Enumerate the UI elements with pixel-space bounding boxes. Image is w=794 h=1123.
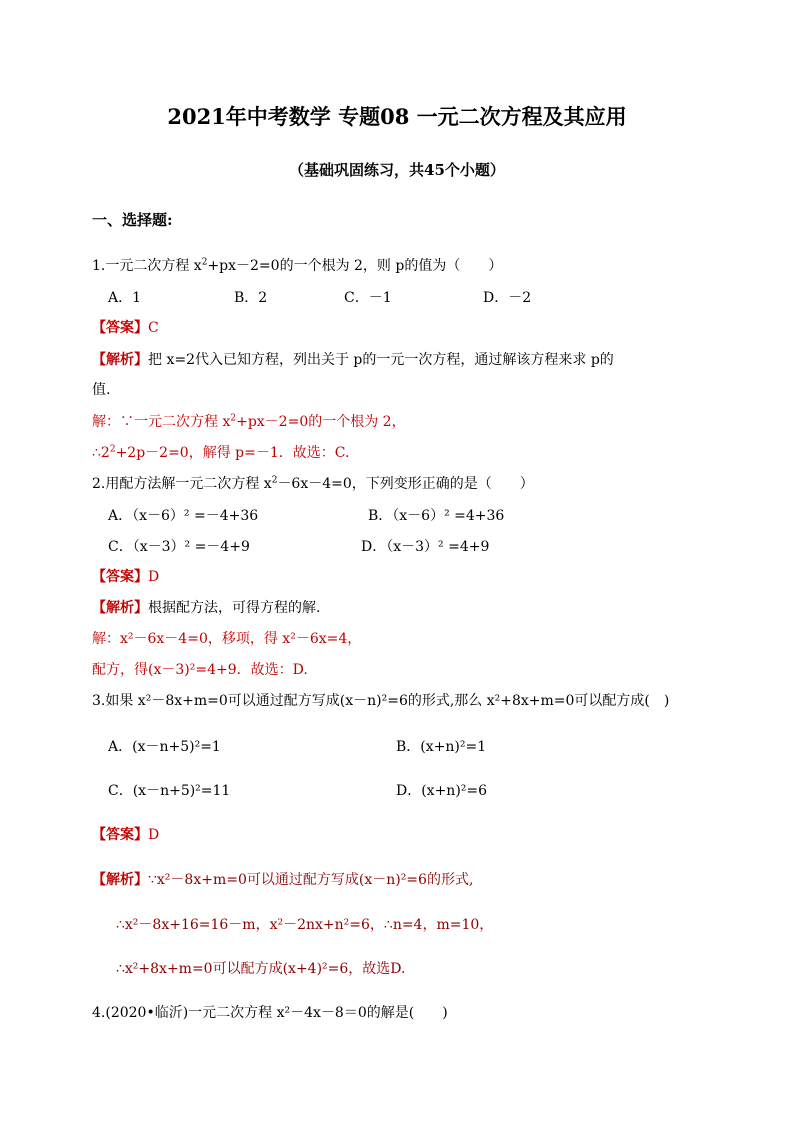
q2-solution-line-1: 解：x²－6x－4=0，移项，得 x²－6x=4， [92,631,362,647]
q2-option-b: B．（x－6）² =4+36 [368,508,505,524]
section-heading: 一、选择题: [92,211,173,229]
q1-answer: 【答案】C [92,320,159,336]
question-4-stem: 4.(2020•临沂)一元二次方程 x²－4x－8＝0的解是( ) [92,1005,448,1021]
page-subtitle: （基础巩固练习，共45个小题） [289,161,505,179]
q1-solution-line-2: $\therefore 2^2+2p-2=0$，解得 p=－1．故选：C. [92,444,350,461]
q3-solution-line-2: ∴x²+8x+m=0可以配方成(x+4)²=6，故选D. [116,961,406,977]
q3-option-c: C．(x－n+5)²=11 [108,783,231,799]
question-2-stem: 2.用配方法解一元二次方程 $x^2-6x-4=0$，下列变形正确的是（ ） [92,475,534,492]
page-title: 2021年中考数学 专题08 一元二次方程及其应用 [167,104,627,129]
q3-option-a: A．(x－n+5)²=1 [108,739,221,755]
q3-answer: 【答案】D [92,827,160,843]
q1-option-b: B．2 [234,290,268,306]
q3-analysis: 【解析】∵x²－8x+m=0可以通过配方写成(x－n)²=6的形式, [92,872,474,888]
q2-option-c: C．（x－3）² =－4+9 [108,539,250,555]
q2-option-a: A．（x－6）² =－4+36 [108,508,259,524]
q1-option-d: D．－2 [483,290,532,306]
q2-answer: 【答案】D [92,569,160,585]
q3-option-b: B．(x+n)²=1 [396,739,487,755]
q2-analysis: 【解析】根据配方法，可得方程的解. [92,600,321,616]
q1-analysis-cont: 值. [92,382,111,398]
q2-option-d: D．（x－3）² =4+9 [361,539,490,555]
q3-solution-line-1: ∴x²－8x+16=16－m，x²－2nx+n²=6，∴n=4，m=10， [116,917,494,933]
question-3-stem: 3.如果 x²－8x+m=0可以通过配方写成(x－n)²=6的形式,那么 x²+8x+m=0可以配方成( ) [92,693,670,709]
question-1-stem: 1.一元二次方程 $x^2+px-2=0$的一个根为 2，则 p的值为（ ） [92,257,503,274]
q3-option-d: D．(x+n)²=6 [396,783,488,799]
q1-solution-line-1: 解：∵一元二次方程 $x^2+px-2=0$的一个根为 2， [92,413,406,430]
q1-option-c: C．－1 [344,290,392,306]
q1-analysis: 【解析】把 x=2代入已知方程，列出关于 p的一元一次方程，通过解该方程来求 p的 [92,352,614,368]
q1-option-a: A．1 [108,290,142,306]
q2-solution-line-2: 配方，得(x－3)²=4+9．故选：D. [92,662,308,678]
